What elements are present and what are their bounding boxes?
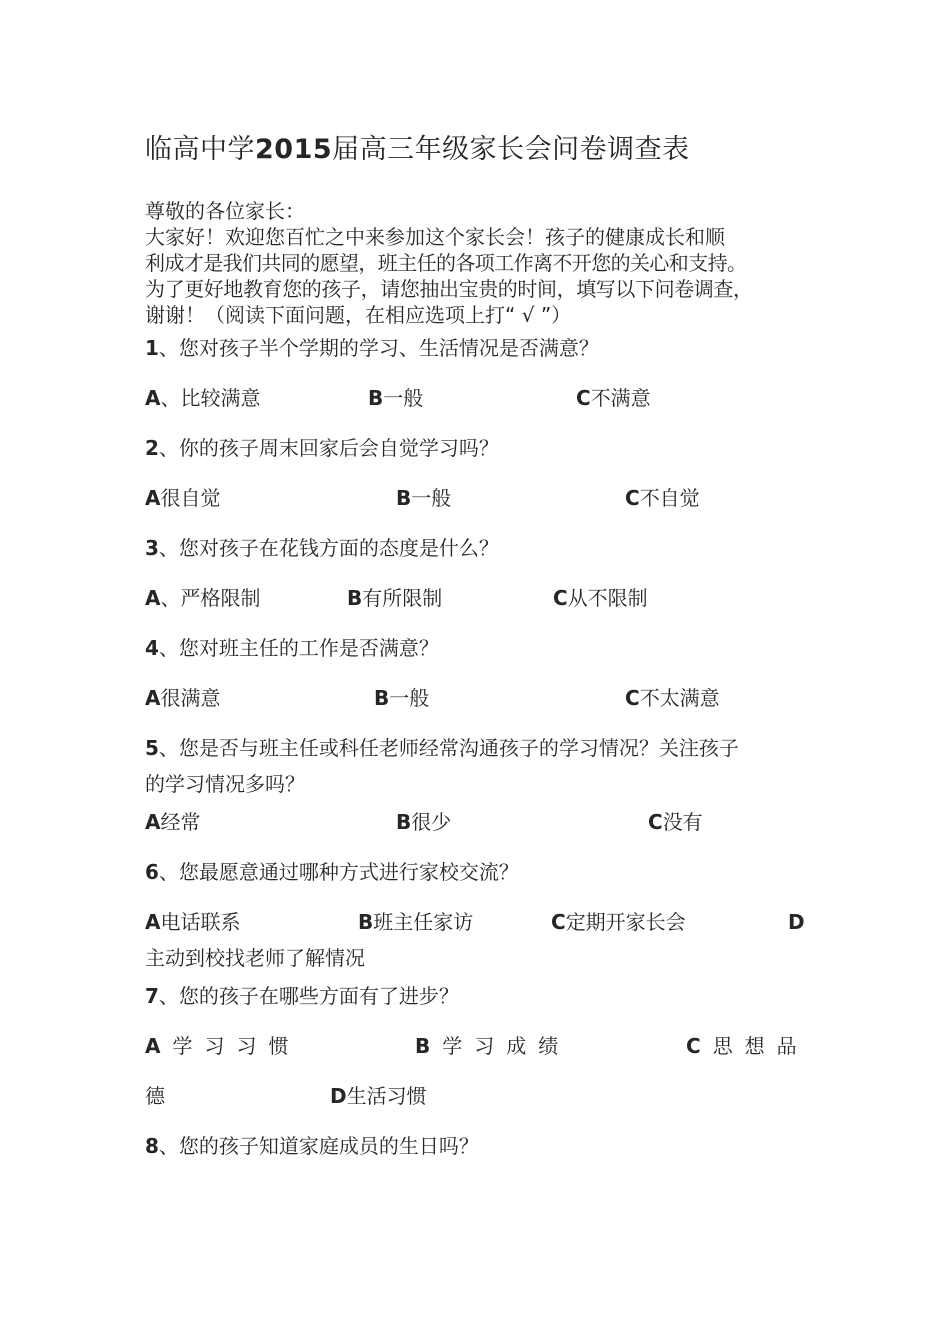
option-7c[interactable]: C思想品	[686, 1034, 809, 1058]
intro-line: 谢谢！（阅读下面问题，在相应选项上打“ √ ”）	[145, 303, 572, 327]
option-1c[interactable]: C不满意	[576, 386, 651, 410]
question-2	[145, 434, 499, 462]
option-5a[interactable]: A经常	[145, 810, 201, 834]
option-3c[interactable]: C从不限制	[553, 586, 648, 610]
question-number: 8	[145, 1134, 159, 1158]
option-5c[interactable]: C没有	[648, 810, 703, 834]
option-6d-text: 主动到校找老师了解情况	[145, 946, 365, 970]
greeting: 尊敬的各位家长：	[145, 199, 305, 223]
intro-line: 为了更好地教育您的孩子，请您抽出宝贵的时间，填写以下问卷调查，	[145, 277, 753, 301]
question-text: 、您最愿意通过哪种方式进行家校交流？	[158, 860, 519, 884]
question-number: 7	[145, 984, 159, 1008]
option-2c[interactable]: C不自觉	[625, 486, 700, 510]
option-7b[interactable]: B学习成绩	[415, 1034, 571, 1058]
option-6d[interactable]: D	[788, 910, 805, 934]
option-3b[interactable]: B有所限制	[347, 586, 443, 610]
question-text: 、您对班主任的工作是否满意？	[158, 636, 439, 660]
question-5	[145, 734, 739, 762]
option-4a[interactable]: A很满意	[145, 686, 221, 710]
question-number: 2	[145, 436, 159, 460]
option-2a[interactable]: A很自觉	[145, 486, 221, 510]
question-number: 6	[145, 860, 159, 884]
question-number: 5	[145, 736, 159, 760]
option-7c-text: 德	[145, 1084, 165, 1108]
question-1	[145, 334, 599, 362]
option-5b[interactable]: B很少	[396, 810, 452, 834]
question-number: 3	[145, 536, 159, 560]
question-number: 1	[145, 336, 159, 360]
question-3	[145, 534, 499, 562]
title-year: 2015	[255, 134, 333, 165]
page-title	[145, 128, 690, 172]
question-text: 、您的孩子知道家庭成员的生日吗？	[158, 1134, 479, 1158]
option-3a[interactable]: A、严格限制	[145, 586, 261, 610]
option-6b[interactable]: B班主任家访	[358, 910, 474, 934]
question-6	[145, 858, 519, 886]
title-rest: 届高三年级家长会问卷调查表	[332, 134, 690, 165]
option-2b[interactable]: B一般	[396, 486, 452, 510]
intro-line: 利成才是我们共同的愿望，班主任的各项工作离不开您的关心和支持。	[145, 251, 747, 275]
question-text: 、你的孩子周末回家后会自觉学习吗？	[158, 436, 499, 460]
option-1b[interactable]: B一般	[368, 386, 424, 410]
intro-letter	[145, 198, 825, 328]
question-text: 、您对孩子在花钱方面的态度是什么？	[158, 536, 499, 560]
question-8	[145, 1132, 479, 1160]
title-school: 临高中学	[145, 134, 255, 165]
option-4b[interactable]: B一般	[374, 686, 430, 710]
question-5-continued: 的学习情况多吗？	[145, 772, 305, 796]
question-4	[145, 634, 439, 662]
question-text: 、您的孩子在哪些方面有了进步？	[158, 984, 459, 1008]
option-6a[interactable]: A电话联系	[145, 910, 241, 934]
question-7	[145, 982, 459, 1010]
option-1a[interactable]: A、比较满意	[145, 386, 261, 410]
question-text: 、您是否与班主任或科任老师经常沟通孩子的学习情况？关注孩子	[158, 736, 739, 760]
option-7d[interactable]: D生活习惯	[330, 1084, 427, 1108]
question-number: 4	[145, 636, 159, 660]
option-7a[interactable]: A学习习惯	[145, 1034, 301, 1058]
option-6c[interactable]: C定期开家长会	[551, 910, 686, 934]
question-text: 、您对孩子半个学期的学习、生活情况是否满意？	[158, 336, 599, 360]
option-4c[interactable]: C不太满意	[625, 686, 720, 710]
intro-line: 大家好！欢迎您百忙之中来参加这个家长会！孩子的健康成长和顺	[145, 225, 725, 249]
